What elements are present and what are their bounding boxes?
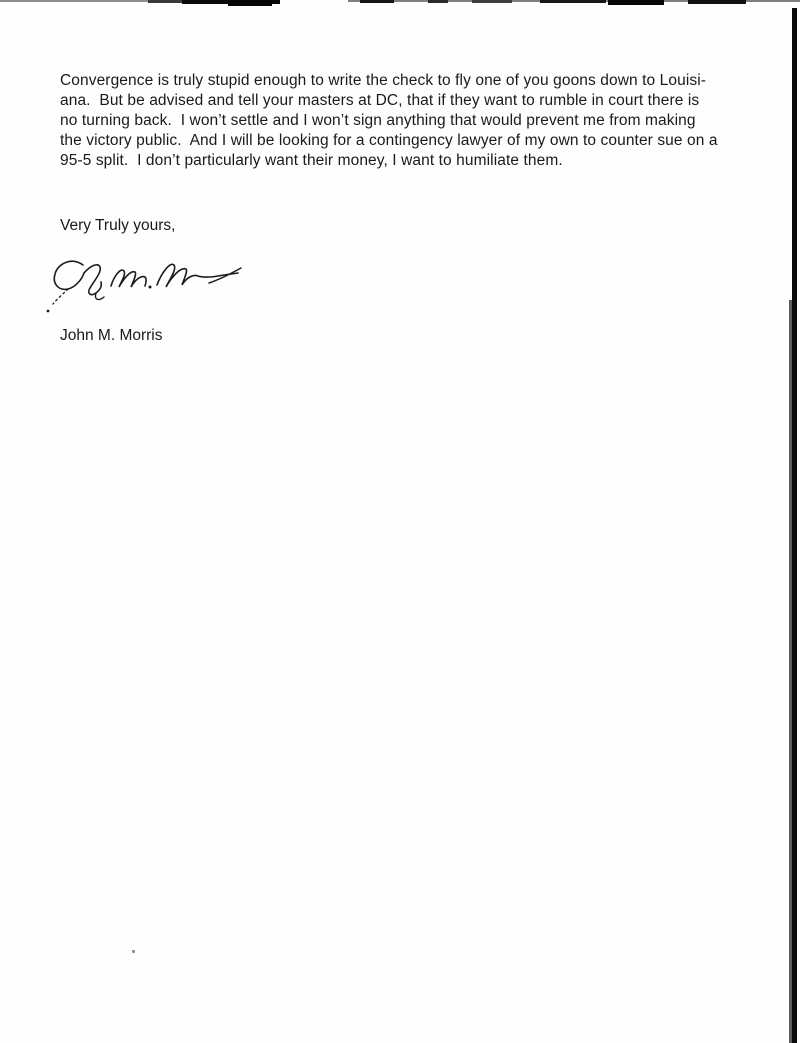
body-line: ana. But be advised and tell your masters at DC, that if they want to rumble in court there is [60, 91, 700, 109]
body-line: 95-5 split. I don’t particularly want their money, I want to humiliate them. [60, 151, 563, 169]
letter-body-paragraph [60, 71, 760, 171]
scan-artifact-top-segment [688, 0, 746, 4]
scan-artifact-top-segment [608, 0, 664, 5]
signature-icon [44, 248, 244, 320]
scan-artifact-top-left-gray-bar [0, 0, 150, 2]
body-line: the victory public. And I will be looking for a contingency lawyer of my own to counter sue on a [60, 131, 718, 149]
scan-artifact-top-segment [428, 0, 448, 3]
scan-artifact-top-segment [472, 0, 512, 3]
sender-name: John M. Morris [60, 327, 163, 344]
letter-closing: Very Truly yours, [60, 217, 176, 234]
scan-artifact-right-edge-bar [792, 8, 797, 1043]
scan-artifact-top-segment [540, 0, 606, 3]
scan-artifact-top-left-dark-bar [148, 0, 184, 3]
scan-artifact-top-segment [360, 0, 394, 3]
body-line: Convergence is truly stupid enough to write the check to fly one of you goons down to Louisi- [60, 72, 707, 89]
scan-artifact-speck [132, 950, 135, 953]
scan-artifact-right-edge-gray-bar [789, 300, 792, 1043]
handwritten-signature-image [44, 248, 244, 320]
scan-artifact-top-left-black-bump [228, 0, 272, 6]
body-line: no turning back. I won’t settle and I won’t sign anything that would prevent me from making [60, 111, 696, 129]
